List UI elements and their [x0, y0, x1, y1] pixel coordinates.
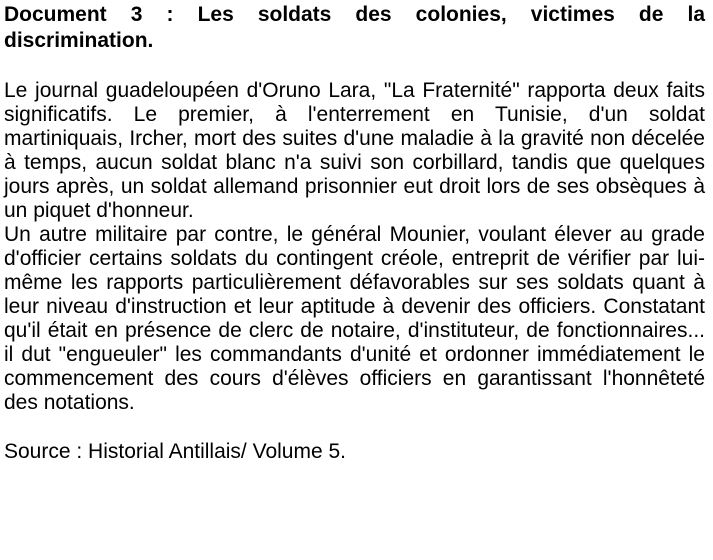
paragraph-general-mounier: Un autre militaire par contre, le général Mounier, voulant élever au grade d'officier certains soldats du contingent créole, entreprit de vérifier par lui-même les rapports particulièrement défavorables sur ses soldats quant à leur niveau d'instruction et leur aptitude à devenir des officiers. Constatant qu'il était en présence de clerc de notaire, d'instituteur, de fonctionnaires... il dut "engueuler" les commandants d'unité et ordonner immédiatement le commencement des cours d'élèves officiers en garantissant l'honnêteté des notations. [4, 223, 705, 414]
source-citation: Source : Historial Antillais/ Volume 5. [4, 440, 346, 463]
document [4, 2, 705, 464]
paragraph-funeral: Le journal guadeloupéen d'Oruno Lara, "La Fraternité" rapporta deux faits significatifs. Le premier, à l'enterrement en Tunisie, d'un soldat martiniquais, Ircher, mort des suites d'une maladie à la gravité non décelée à temps, aucun soldat blanc n'a suivi son corbillard, tandis que quelques jours après, un soldat allemand prisonnier eut droit lors de ses obsèques à un piquet d'honneur. [4, 79, 705, 222]
document-title: Document 3 : Les soldats des colonies, victimes de la discrimination. [4, 3, 705, 52]
